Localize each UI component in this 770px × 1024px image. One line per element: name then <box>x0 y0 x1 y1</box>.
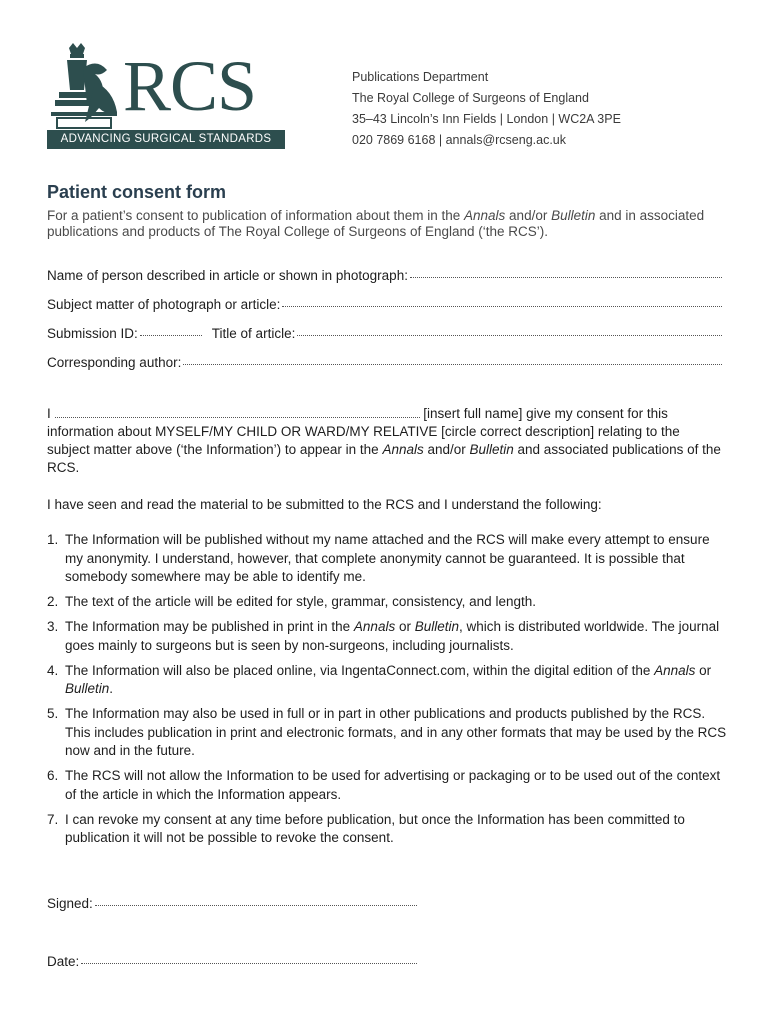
signed-label: Signed: <box>47 896 93 911</box>
date-input-line[interactable] <box>81 953 417 964</box>
list-item <box>47 662 727 699</box>
name-label: Name of person described in article or shown in photograph: <box>47 268 408 283</box>
list-text: The Information will be published without my name attached and the RCS will make every attempt to ensure my anonymity. I understand, however, that complete anonymity cannot be guaranteed. It is possible that somebody somewhere may be able to identify me. <box>65 532 710 584</box>
rcs-logo <box>47 42 287 150</box>
list-item <box>47 593 727 612</box>
consent-statement <box>47 405 723 477</box>
list-item <box>47 767 727 804</box>
list-text: I can revoke my consent at any time before publication, but once the Information has been committed to publication it will not be possible to revoke the consent. <box>65 811 685 845</box>
address-line: The Royal College of Surgeons of England <box>352 91 589 105</box>
form-subtitle <box>47 208 727 240</box>
subtitle-annals: Annals <box>464 208 506 223</box>
full-name-input-line[interactable] <box>55 405 420 418</box>
list-number: 5. <box>47 706 59 721</box>
publisher-address <box>352 67 621 151</box>
list-text: or <box>695 662 712 678</box>
address-line: Publications Department <box>352 70 489 84</box>
author-field[interactable] <box>47 354 722 372</box>
subtitle-text: and/or <box>505 208 552 223</box>
signed-field[interactable] <box>47 895 417 913</box>
submission-title-row <box>47 325 722 343</box>
submission-id-label: Submission ID: <box>47 326 138 341</box>
list-text: . <box>109 681 114 696</box>
subject-input-line[interactable] <box>282 296 722 307</box>
subject-field[interactable] <box>47 296 722 314</box>
consent-i: I <box>47 406 51 421</box>
author-label: Corresponding author: <box>47 355 182 370</box>
list-number: 7. <box>47 811 59 827</box>
list-text: , which is distributed worldwide. The journal goes mainly to surgeons but is seen by non-surgeons, including journalists. <box>65 619 720 653</box>
list-annals: Annals <box>654 662 696 678</box>
list-item <box>47 705 727 761</box>
list-text: or <box>395 619 415 634</box>
list-bulletin: Bulletin <box>414 619 459 634</box>
consent-bulletin: Bulletin <box>469 442 514 457</box>
subtitle-bulletin: Bulletin <box>551 208 596 223</box>
list-bulletin: Bulletin <box>65 681 110 696</box>
address-line: 020 7869 6168 | annals@rcseng.ac.uk <box>352 133 567 147</box>
subtitle-text: and in associated publications and products of The Royal College of Surgeons of England (‘the RCS’). <box>47 208 705 239</box>
logo-wordmark: RCS <box>123 46 257 126</box>
form-title: Patient consent form <box>47 182 227 202</box>
terms-list <box>47 531 727 854</box>
signature-input-line[interactable] <box>95 895 417 906</box>
submission-id-input-line[interactable] <box>140 325 202 336</box>
date-label: Date: <box>47 954 80 969</box>
list-text: The Information may also be used in full or in part in other publications and products published by the RCS. This includes publication in print and electronic formats, and in any other formats that may be used by the RCS now and in the future. <box>65 706 727 758</box>
list-number: 2. <box>47 594 59 609</box>
author-input-line[interactable] <box>183 354 722 365</box>
list-text: The Information may be published in print in the <box>65 619 354 634</box>
subtitle-text: For a patient’s consent to publication of information about them in the <box>47 208 465 223</box>
list-text: The RCS will not allow the Information to be used for advertising or packaging or to be used out of the context of the article in which the Information appears. <box>65 768 721 802</box>
list-number: 4. <box>47 662 59 678</box>
consent-annals: Annals <box>382 442 424 457</box>
understanding-intro: I have seen and read the material to be submitted to the RCS and I understand the following: <box>47 497 602 512</box>
article-title-label: Title of article: <box>211 326 296 341</box>
list-item <box>47 811 727 848</box>
list-number: 1. <box>47 532 59 547</box>
list-item <box>47 531 727 587</box>
list-text: The text of the article will be edited for style, grammar, consistency, and length. <box>65 594 536 609</box>
list-annals: Annals <box>353 619 396 634</box>
consent-text: [insert full name] give my consent for this information about MYSELF/MY CHILD OR WARD/MY RELATIVE [circle correct description] relating to the subject matter above (‘the Information’) to appear in the <box>47 406 680 457</box>
crest-icon <box>47 42 121 130</box>
name-field[interactable] <box>47 267 722 285</box>
list-text: The Information will also be placed online, via IngentaConnect.com, within the digital edition of the <box>65 662 655 678</box>
address-line: 35–43 Lincoln’s Inn Fields | London | WC2A 3PE <box>352 112 621 126</box>
date-field[interactable] <box>47 953 417 971</box>
consent-text: and/or <box>423 442 470 457</box>
list-number: 3. <box>47 619 59 634</box>
list-number: 6. <box>47 768 59 783</box>
list-item <box>47 618 727 655</box>
subject-label: Subject matter of photograph or article: <box>47 297 281 312</box>
consent-text: and associated publications of the RCS. <box>47 442 721 475</box>
article-title-input-line[interactable] <box>297 325 722 336</box>
logo-tagline: ADVANCING SURGICAL STANDARDS <box>47 130 285 149</box>
name-input-line[interactable] <box>410 267 722 278</box>
